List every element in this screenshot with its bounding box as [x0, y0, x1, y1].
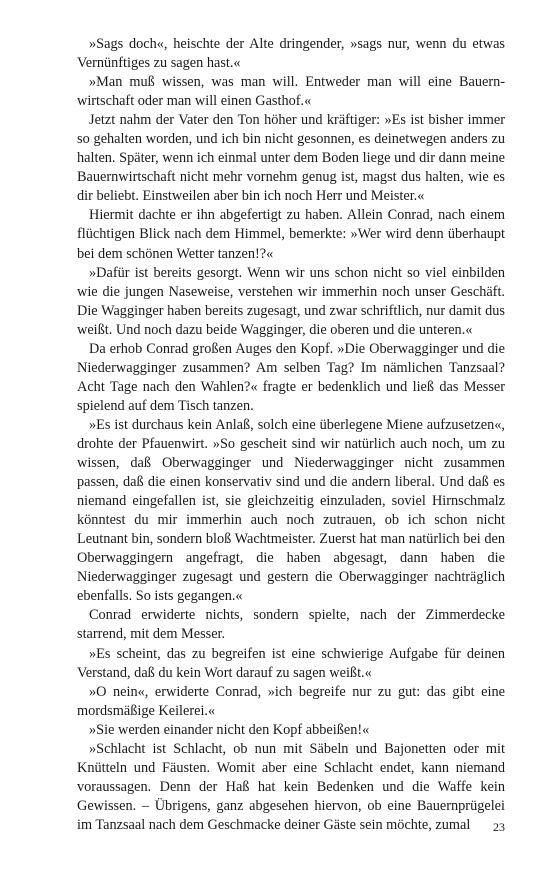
paragraph: »Es scheint, das zu begreifen ist eine schwierige Aufgabe für deinen Verstand, daß du kein Wort darauf zu sagen weißt.« [77, 645, 505, 681]
paragraph: »Dafür ist bereits gesorgt. Wenn wir uns schon nicht so viel einbilden wie die jungen Naseweise, verstehen wir immerhin noch unser Geschäft. Die Wagginger haben bereits zugesagt, und zwar schriftlich, nur damit dus weißt. Und noch dazu beide Wagginger, die oberen und die unteren.« [77, 264, 505, 338]
paragraph: »Es ist durchaus kein Anlaß, solch eine überlegene Miene aufzusetzen«, drohte der Pfauenwirt. »So gescheit sind wir natürlich auch noch, um zu wissen, daß Oberwagginger und Niederwagginger nicht zusammen passen, daß die einen konservativ sind und die andern liberal. Und daß es niemand eingefallen ist, sie gleichzeitig einzuladen, soviel Hirnschmalz könntest du mir immerhin auch noch zutrauen, ob ich schon nicht Leutnant bin, sondern bloß Wachtmeister. Zuerst hat man natürlich bei den Oberwaggingern angefragt, die haben abgesagt, dann haben die Niederwagginger zugesagt und gestern die Oberwagginger nachträglich ebenfalls. So ists gegangen.« [77, 416, 505, 605]
paragraph: »Schlacht ist Schlacht, ob nun mit Säbeln und Bajonetten oder mit Knütteln und Fäusten. Womit aber eine Schlacht endet, kann niemand voraussagen. Denn der Haß hat kein Bedenken und die Waffe kein Gewissen. – Übrigens, ganz abgesehen hiervon, ob eine Bauernprügelei im Tanzsaal nach dem Geschmacke deiner Gäste sein möchte, zumal [77, 740, 505, 833]
paragraph: Hiermit dachte er ihn abgefertigt zu haben. Allein Conrad, nach einem flüchtigen Blick nach dem Himmel, bemerkte: »Wer wird denn überhaupt bei dem schönen Wetter tanzen!?« [77, 207, 505, 262]
body-text [77, 35, 505, 835]
paragraph: »Sags doch«, heischte der Alte dringender, »sags nur, wenn du etwas Vernünftiges zu sagen hast.« [77, 36, 505, 72]
paragraph: Da erhob Conrad großen Auges den Kopf. »Die Oberwagginger und die Niederwagginger zusammen? Am selben Tag? Im nämlichen Tanzsaal? Acht Tage nach den Wahlen?« fragte er bedenklich und ließ das Messer spielend auf dem Tisch tanzen. [77, 340, 505, 414]
paragraph: »Man muß wissen, was man will. Entweder man will eine Bauernwirtschaft oder man will einen Gasthof.« [77, 74, 505, 110]
paragraph: »O nein«, erwiderte Conrad, »ich begreife nur zu gut: das gibt eine mordsmäßige Keilerei.« [77, 683, 505, 719]
page-number: 23 [493, 820, 505, 834]
paragraph: Jetzt nahm der Vater den Ton höher und kräftiger: »Es ist bisher immer so gehalten worden, und ich bin nicht gesonnen, es deinetwegen anders zu halten. Später, wenn ich einmal unter dem Boden liege und dir dann meine Bauernwirtschaft nicht mehr vornehm genug ist, magst dus halten, wie es dir beliebt. Einstweilen aber bin ich noch Herr und Meister.« [77, 112, 505, 205]
paragraph: Conrad erwiderte nichts, sondern spielte, nach der Zimmerdecke starrend, mit dem Messer. [77, 607, 505, 643]
paragraph: »Sie werden einander nicht den Kopf abbeißen!« [89, 721, 370, 738]
